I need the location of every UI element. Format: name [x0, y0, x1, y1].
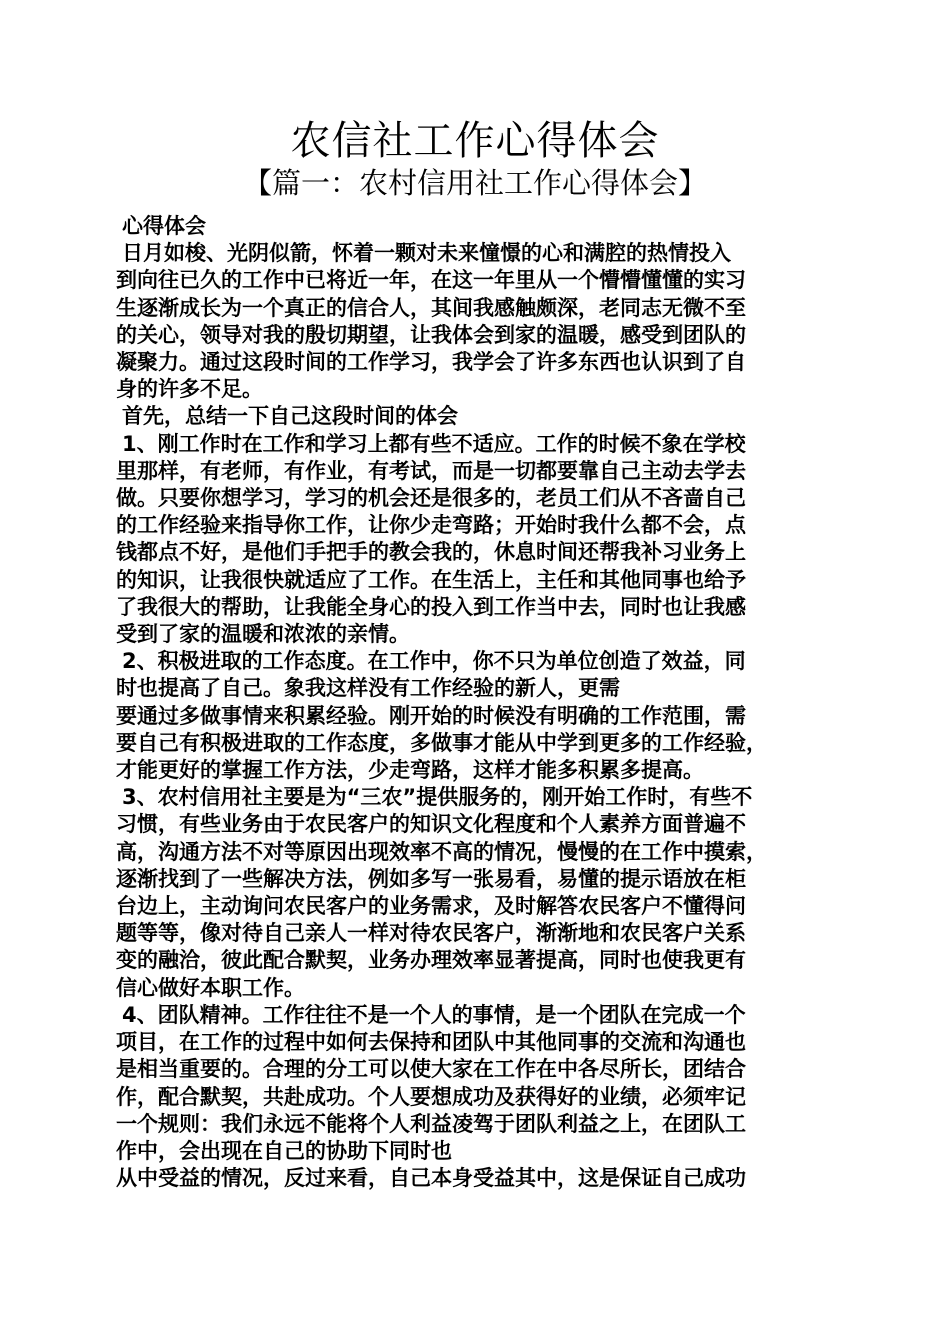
- paragraph-line: 要通过多做事情来积累经验。刚开始的时候没有明确的工作范围，需: [116, 703, 746, 728]
- document-body: [116, 213, 842, 1192]
- paragraph-line: 要自己有积极进取的工作态度，多做事才能从中学到更多的工作经验，: [116, 730, 767, 755]
- paragraph-line: 变的融洽，彼此配合默契，业务办理效率显著提高，同时也使我更有: [116, 948, 746, 973]
- paragraph-line: 时也提高了自己。象我这样没有工作经验的新人，更需: [116, 676, 620, 701]
- paragraph-line: 3、农村信用社主要是为“三农”提供服务的，刚开始工作时，有些不: [122, 785, 753, 810]
- paragraph-line: 做。只要你想学习，学习的机会还是很多的，老员工们从不吝啬自己: [116, 486, 746, 511]
- paragraph-line: 台边上，主动询问农民客户的业务需求，及时解答农民客户不懂得问: [116, 894, 746, 919]
- paragraph-line: 到向往已久的工作中已将近一年，在这一年里从一个懵懵懂懂的实习: [116, 268, 746, 293]
- paragraph-line: 才能更好的掌握工作方法，少走弯路，这样才能多积累多提高。: [116, 758, 704, 783]
- paragraph-line: 是相当重要的。合理的分工可以使大家在工作在中各尽所长，团结合: [116, 1057, 746, 1082]
- document-title: 农信社工作心得体会: [290, 118, 660, 164]
- section-heading: 心得体会: [122, 214, 206, 238]
- document-subtitle: 【篇一：农村信用社工作心得体会】: [242, 166, 707, 200]
- paragraph-line: 日月如梭、光阴似箭，怀着一颗对未来憧憬的心和满腔的热情投入: [122, 241, 731, 266]
- paragraph-line: 2、积极进取的工作态度。在工作中，你不只为单位创造了效益，同: [122, 649, 746, 674]
- paragraph-line: 作，配合默契，共赴成功。个人要想成功及获得好的业绩，必须牢记: [116, 1084, 746, 1109]
- paragraph-line: 首先，总结一下自己这段时间的体会: [122, 404, 458, 429]
- paragraph-line: 逐渐找到了一些解决方法，例如多写一张易看，易懂的提示语放在柜: [116, 866, 746, 891]
- paragraph-line: 信心做好本职工作。: [116, 975, 305, 1000]
- paragraph-line: 生逐渐成长为一个真正的信合人，其间我感触颇深，老同志无微不至: [116, 295, 746, 320]
- paragraph-line: 的知识，让我很快就适应了工作。在生活上，主任和其他同事也给予: [116, 567, 746, 592]
- paragraph-line: 项目，在工作的过程中如何去保持和团队中其他同事的交流和沟通也: [116, 1030, 746, 1055]
- paragraph-line: 受到了家的温暖和浓浓的亲情。: [116, 622, 410, 647]
- paragraph-line: 里那样，有老师，有作业，有考试，而是一切都要靠自己主动去学去: [116, 458, 746, 483]
- paragraph-line: 从中受益的情况，反过来看，自己本身受益其中，这是保证自己成功: [116, 1166, 746, 1191]
- paragraph-line: 凝聚力。通过这段时间的工作学习，我学会了许多东西也认识到了自: [116, 350, 746, 375]
- paragraph-line: 1、刚工作时在工作和学习上都有些不适应。工作的时候不象在学校: [122, 431, 746, 456]
- paragraph-line: 的关心，领导对我的殷切期望，让我体会到家的温暖，感受到团队的: [116, 322, 746, 347]
- paragraph-line: 钱都点不好，是他们手把手的教会我的，休息时间还帮我补习业务上: [116, 540, 746, 565]
- paragraph-line: 了我很大的帮助，让我能全身心的投入到工作当中去，同时也让我感: [116, 594, 746, 619]
- paragraph-line: 高，沟通方法不对等原因出现效率不高的情况，慢慢的在工作中摸索，: [116, 839, 767, 864]
- paragraph-line: 身的许多不足。: [116, 377, 263, 402]
- paragraph-line: 4、团队精神。工作往往不是一个人的事情，是一个团队在完成一个: [122, 1002, 746, 1027]
- paragraph-line: 的工作经验来指导你工作，让你少走弯路；开始时我什么都不会，点: [116, 513, 746, 538]
- paragraph-line: 作中，会出现在自己的协助下同时也: [116, 1138, 452, 1163]
- paragraph-line: 一个规则：我们永远不能将个人利益凌驾于团队利益之上，在团队工: [116, 1111, 746, 1136]
- paragraph-line: 题等等，像对待自己亲人一样对待农民客户，渐渐地和农民客户关系: [116, 921, 746, 946]
- paragraph-line: 习惯，有些业务由于农民客户的知识文化程度和个人素养方面普遍不: [116, 812, 746, 837]
